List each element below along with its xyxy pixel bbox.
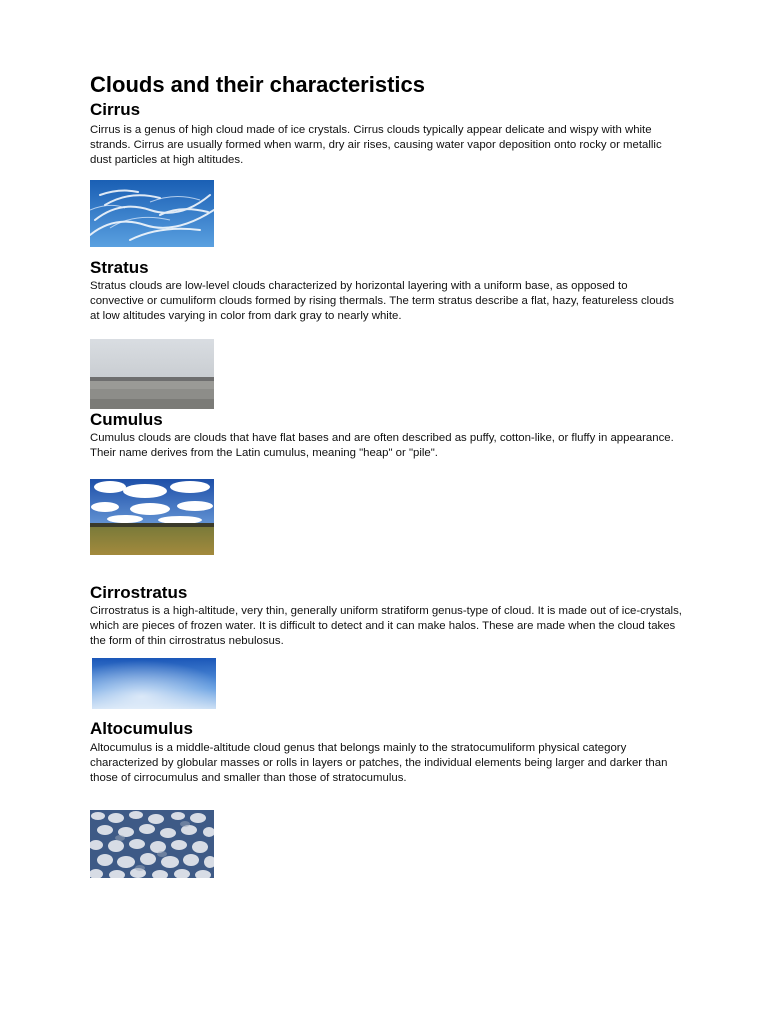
section-text-altocumulus: Altocumulus is a middle-altitude cloud genus that belongs mainly to the stratocumuliform physical category characterized by globular masses or rolls in layers or patches, the individual elements being larger and darker than those of cirrocumulus and smaller than those of stratocumulus. (90, 742, 668, 784)
section-heading-cirrus: Cirrus (90, 100, 141, 119)
section-text-cirrostratus: Cirrostratus is a high-altitude, very thin, generally uniform stratiform genus-type of cloud. It is made out of ice-crystals, which are pieces of frozen water. It is difficult to detect and it can make halos. These are made when the cloud takes the form of thin cirrostratus nebulosus. (90, 605, 682, 647)
section-heading-stratus: Stratus (90, 258, 149, 277)
section-text-cirrus: Cirrus is a genus of high cloud made of ice crystals. Cirrus clouds typically appear delicate and wispy with white strands. Cirrus are usually formed when warm, dry air rises, causing water vapor deposition onto rocky or metallic dust particles at high altitudes. (90, 124, 662, 166)
section-heading-altocumulus: Altocumulus (90, 719, 193, 738)
cirrus-photo (90, 180, 214, 247)
stratus-photo (90, 339, 214, 409)
section-text-cumulus: Cumulus clouds are clouds that have flat bases and are often described as puffy, cotton-like, or fluffy in appearance. Their name derives from the Latin cumulus, meaning "heap" or "pile". (90, 432, 674, 459)
section-heading-cirrostratus: Cirrostratus (90, 583, 188, 602)
cirrostratus-photo (92, 658, 216, 709)
cumulus-photo (90, 479, 214, 555)
page-title: Clouds and their characteristics (90, 72, 425, 97)
altocumulus-photo (90, 810, 214, 878)
section-heading-cumulus: Cumulus (90, 410, 163, 429)
section-text-stratus: Stratus clouds are low-level clouds characterized by horizontal layering with a uniform base, as opposed to convective or cumuliform clouds formed by rising thermals. The term stratus describe a flat, hazy, featureless clouds at low altitudes varying in color from dark gray to nearly white. (90, 280, 674, 322)
